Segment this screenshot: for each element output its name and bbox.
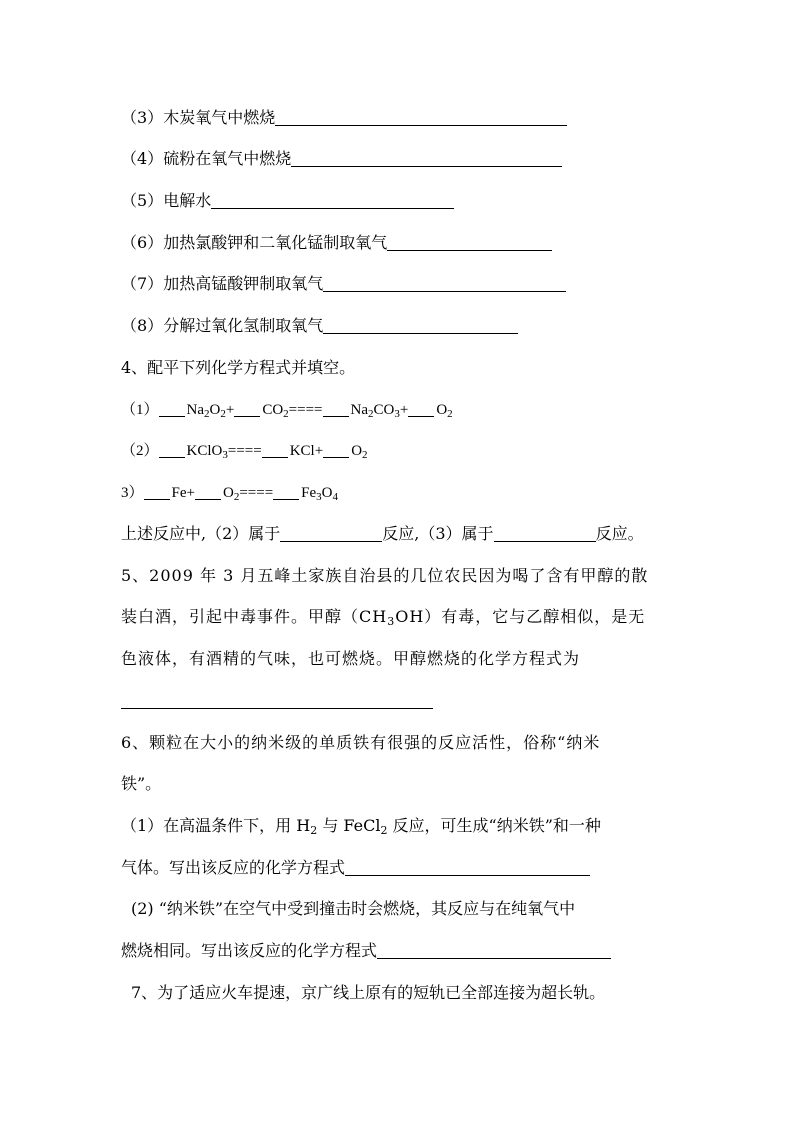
- q5-line-3: 色液体，有酒精的气味，也可燃烧。甲醇燃烧的化学方程式为: [121, 649, 581, 668]
- coefficient-blank[interactable]: [195, 483, 221, 500]
- q3-item-6: [121, 232, 552, 254]
- q6-part-1-answer: [121, 857, 590, 879]
- answer-blank[interactable]: [121, 692, 433, 709]
- item-number: （4）: [121, 149, 164, 168]
- answer-blank[interactable]: [387, 234, 552, 251]
- item-text: 分解过氧化氢制取氧气: [163, 316, 324, 335]
- coefficient-blank[interactable]: [234, 400, 260, 417]
- subscript: 3: [387, 615, 396, 628]
- item-text: 加热高锰酸钾制取氧气: [163, 274, 324, 293]
- q5-line-2: [121, 606, 645, 628]
- equation-number: （1）: [121, 402, 159, 418]
- text-part: 反应，可生成“纳米铁”和一种: [387, 816, 601, 835]
- coefficient-blank[interactable]: [323, 441, 349, 458]
- formula-part: O: [209, 402, 221, 418]
- q4-equation-3: [121, 482, 338, 504]
- subscript: 2: [204, 408, 210, 420]
- formula-part: Fe: [171, 485, 187, 501]
- formula-part: O: [436, 402, 448, 418]
- fill-text: 反应。: [595, 524, 644, 543]
- item-number: （6）: [121, 233, 164, 252]
- equals-sign: ====: [239, 485, 274, 501]
- item-number: （7）: [121, 274, 164, 293]
- formula-part: O: [222, 485, 234, 501]
- plus-sign: +: [186, 485, 195, 501]
- item-number: （3）: [121, 108, 164, 127]
- q3-item-8: [121, 315, 518, 337]
- text-part: （1）在高温条件下，用 H: [121, 816, 311, 835]
- answer-blank[interactable]: [323, 275, 566, 292]
- q3-item-5: [121, 190, 454, 212]
- formula-part: Na: [186, 402, 205, 418]
- q3-item-4: [121, 148, 562, 170]
- q3-item-7: [121, 273, 566, 295]
- answer-blank[interactable]: [280, 525, 382, 542]
- q4-equation-2: [121, 440, 368, 462]
- plus-sign: +: [399, 402, 409, 418]
- text-part: 装白酒，引起中毒事件。甲醇（CH: [121, 607, 388, 626]
- text-part: 燃烧相同。写出该反应的化学方程式: [121, 941, 378, 960]
- subscript: 2: [362, 449, 368, 461]
- plus-sign: +: [314, 443, 324, 459]
- q4-title: 4、配平下列化学方程式并填空。: [121, 358, 356, 377]
- answer-blank[interactable]: [275, 109, 567, 126]
- subscript: 2: [447, 408, 453, 420]
- formula-part: KClO: [186, 443, 223, 459]
- answer-blank[interactable]: [494, 525, 596, 542]
- subscript: 2: [368, 408, 374, 420]
- formula-part: CO: [373, 402, 395, 418]
- item-text: 木炭氧气中燃烧: [163, 108, 276, 127]
- formula-part: CO: [262, 402, 284, 418]
- q5-line-1: 5、2009 年 3 月五峰土家族自治县的几位农民因为喝了含有甲醇的散: [121, 566, 649, 585]
- q4-fill-line: [121, 523, 644, 545]
- text-part: 与 FeCl: [317, 816, 381, 835]
- subscript: 2: [283, 408, 289, 420]
- coefficient-blank[interactable]: [159, 441, 185, 458]
- q6-line-1: 6、颗粒在大小的纳米级的单质铁有很强的反应活性，俗称“纳米: [121, 733, 601, 752]
- coefficient-blank[interactable]: [144, 483, 170, 500]
- fill-text: 反应,（3）属于: [382, 524, 494, 543]
- answer-blank[interactable]: [291, 150, 562, 167]
- formula-part: O: [321, 485, 333, 501]
- formula-part: O: [351, 443, 363, 459]
- subscript: 2: [310, 824, 318, 837]
- coefficient-blank[interactable]: [159, 400, 185, 417]
- answer-blank[interactable]: [377, 942, 611, 959]
- equation-number: 3）: [121, 485, 144, 501]
- q3-item-3: [121, 107, 567, 129]
- q5-answer-line[interactable]: [121, 690, 433, 712]
- subscript: 3: [394, 408, 400, 420]
- answer-blank[interactable]: [345, 859, 590, 876]
- q6-part-2-answer: [121, 940, 611, 962]
- equation-number: （2）: [121, 443, 159, 459]
- q6-part-2: (2) “纳米铁”在空气中受到撞击时会燃烧，其反应与在纯氧气中: [131, 899, 576, 918]
- plus-sign: +: [225, 402, 235, 418]
- formula-part: Na: [350, 402, 369, 418]
- subscript: 4: [332, 491, 339, 503]
- coefficient-blank[interactable]: [408, 400, 434, 417]
- text-part: OH）有毒，它与乙醇相似，是无: [395, 607, 646, 626]
- item-number: （5）: [121, 191, 164, 210]
- item-text: 加热氯酸钾和二氧化锰制取氧气: [163, 233, 388, 252]
- item-text: 硫粉在氧气中燃烧: [163, 149, 292, 168]
- q6-line-2: 铁”。: [121, 774, 162, 793]
- q6-part-1: [121, 815, 601, 837]
- item-text: 电解水: [163, 191, 212, 210]
- coefficient-blank[interactable]: [273, 483, 299, 500]
- coefficient-blank[interactable]: [262, 441, 288, 458]
- subscript: 2: [233, 491, 240, 503]
- equals-sign: ====: [288, 402, 323, 418]
- subscript: 2: [220, 408, 226, 420]
- item-number: （8）: [121, 316, 164, 335]
- answer-blank[interactable]: [211, 192, 454, 209]
- subscript: 2: [380, 824, 388, 837]
- coefficient-blank[interactable]: [323, 400, 349, 417]
- q4-equation-1: [121, 399, 453, 421]
- subscript: 3: [222, 449, 228, 461]
- fill-text: 上述反应中,（2）属于: [121, 524, 281, 543]
- subscript: 3: [316, 491, 322, 503]
- formula-part: KCl: [289, 443, 315, 459]
- q7-line-1: 7、为了适应火车提速，京广线上原有的短轨已全部连接为超长轨。: [131, 983, 606, 1002]
- formula-part: Fe: [301, 485, 317, 501]
- equals-sign: ====: [227, 443, 262, 459]
- text-part: 气体。写出该反应的化学方程式: [121, 858, 346, 877]
- answer-blank[interactable]: [323, 317, 518, 334]
